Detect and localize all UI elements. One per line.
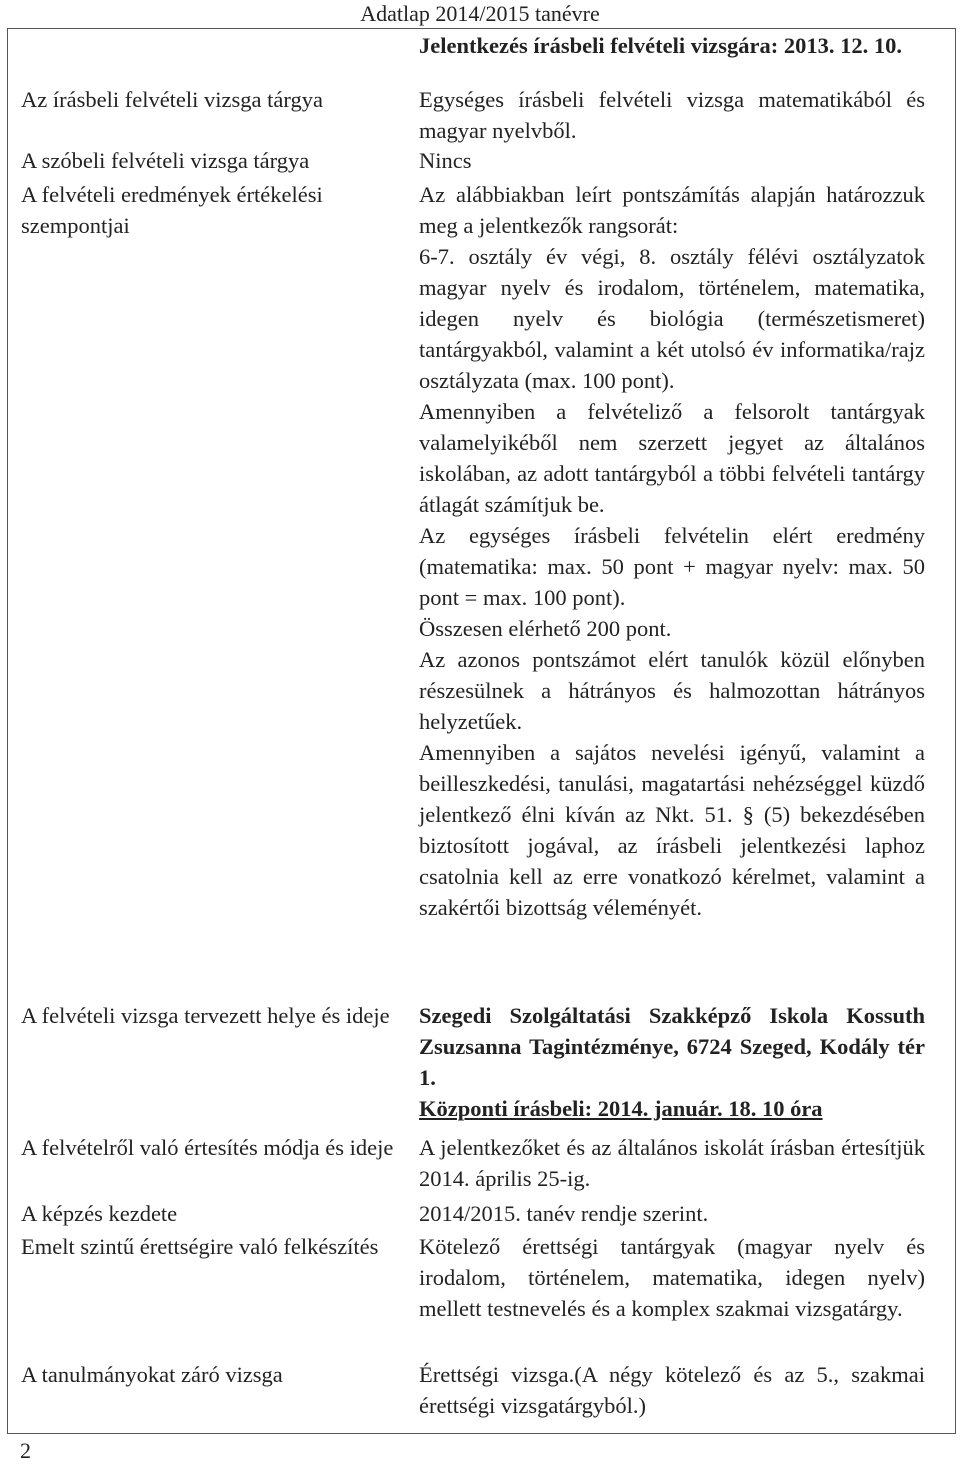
table-row bbox=[7, 1231, 956, 1359]
row-value bbox=[419, 1198, 925, 1231]
row-value bbox=[419, 84, 925, 145]
value-paragraph: Kötelező érettségi tantárgyak (magyar nyelv és irodalom, történelem, matematika, idegen nyelv) mellett testnevelés és a komplex szakmai vizsgatárgy. bbox=[419, 1234, 925, 1321]
row-label: Emelt szintű érettségire való felkészítés bbox=[21, 1234, 379, 1259]
row-label: A képzés kezdete bbox=[21, 1201, 178, 1226]
page-number: 2 bbox=[20, 1438, 31, 1463]
row-label: Az írásbeli felvételi vizsga tárgya bbox=[21, 87, 323, 112]
row-value bbox=[419, 1000, 925, 1132]
table-row bbox=[7, 145, 956, 179]
value-paragraph: Szegedi Szolgáltatási Szakképző Iskola Kossuth Zsuzsanna Tagintézménye, 6724 Szeged, Kodály tér 1. bbox=[419, 1003, 925, 1090]
value-paragraph: Érettségi vizsga.(A négy kötelező és az 5., szakmai érettségi vizsgatárgyból.) bbox=[419, 1362, 925, 1418]
value-paragraph: Központi írásbeli: 2014. január. 18. 10 óra bbox=[419, 1096, 823, 1121]
table-row bbox=[7, 1198, 956, 1231]
row-value bbox=[419, 1132, 925, 1198]
row-label bbox=[7, 30, 419, 84]
row-label: A tanulmányokat záró vizsga bbox=[21, 1362, 283, 1387]
table-row bbox=[7, 30, 956, 84]
value-paragraph: Az egységes írásbeli felvételin elért eredmény (matematika: max. 50 pont + magyar nyelv: max. 50 pont = max. 100 pont). bbox=[419, 523, 925, 610]
value-paragraph: Az alábbiakban leírt pontszámítás alapján határozzuk meg a jelentkezők rangsorát: bbox=[419, 182, 925, 238]
value-paragraph: Jelentkezés írásbeli felvételi vizsgára: 2013. 12. 10. bbox=[419, 33, 903, 58]
row-label: A felvételről való értesítés módja és ideje bbox=[21, 1135, 394, 1160]
value-paragraph: 6-7. osztály év végi, 8. osztály félévi osztályzatok magyar nyelv és irodalom, történelem, matematika, idegen nyelv és biológia (természetismeret) tantárgyakból, valamint a két utolsó év informatika/rajz osztályzata (max. 100 pont). bbox=[419, 244, 925, 393]
table-row bbox=[7, 84, 956, 145]
row-value bbox=[419, 1231, 925, 1359]
value-paragraph: Összesen elérhető 200 pont. bbox=[419, 616, 672, 641]
row-value bbox=[419, 30, 925, 84]
row-value bbox=[419, 179, 925, 1000]
value-paragraph: Az azonos pontszámot elért tanulók közül előnyben részesülnek a hátrányos és halmozottan hátrányos helyzetűek. bbox=[419, 647, 925, 734]
table-row bbox=[7, 1132, 956, 1198]
value-paragraph: Amennyiben a sajátos nevelési igényű, valamint a beilleszkedési, tanulási, magatartási nehézséggel küzdő jelentkező élni kíván az Nkt. 51. § (5) bekezdésében biztosított jogával, az írásbeli jelentkezési laphoz csatolnia kell az erre vonatkozó kérelmet, valamint a szakértői bizottság véleményét. bbox=[419, 740, 925, 920]
page-header: Adatlap 2014/2015 tanévre bbox=[360, 1, 600, 26]
value-paragraph: Egységes írásbeli felvételi vizsga matematikából és magyar nyelvből. bbox=[419, 87, 925, 143]
value-paragraph: 2014/2015. tanév rendje szerint. bbox=[419, 1201, 709, 1226]
row-value bbox=[419, 145, 925, 179]
value-paragraph: Amennyiben a felvételiző a felsorolt tantárgyak valamelyikéből nem szerzett jegyet az általános iskolában, az adott tantárgyból a többi felvételi tantárgy átlagát számítjuk be. bbox=[419, 399, 925, 517]
table-row bbox=[7, 179, 956, 1000]
row-label: A szóbeli felvételi vizsga tárgya bbox=[21, 148, 310, 173]
table-row bbox=[7, 1000, 956, 1132]
row-label: A felvételi vizsga tervezett helye és ideje bbox=[21, 1003, 390, 1028]
value-paragraph: Nincs bbox=[419, 148, 472, 173]
value-paragraph: A jelentkezőket és az általános iskolát írásban értesítjük 2014. április 25-ig. bbox=[419, 1135, 925, 1191]
row-label: A felvételi eredmények értékelési szempontjai bbox=[21, 182, 323, 238]
table-row bbox=[7, 1359, 956, 1421]
info-table bbox=[7, 30, 956, 1421]
row-value bbox=[419, 1359, 925, 1421]
